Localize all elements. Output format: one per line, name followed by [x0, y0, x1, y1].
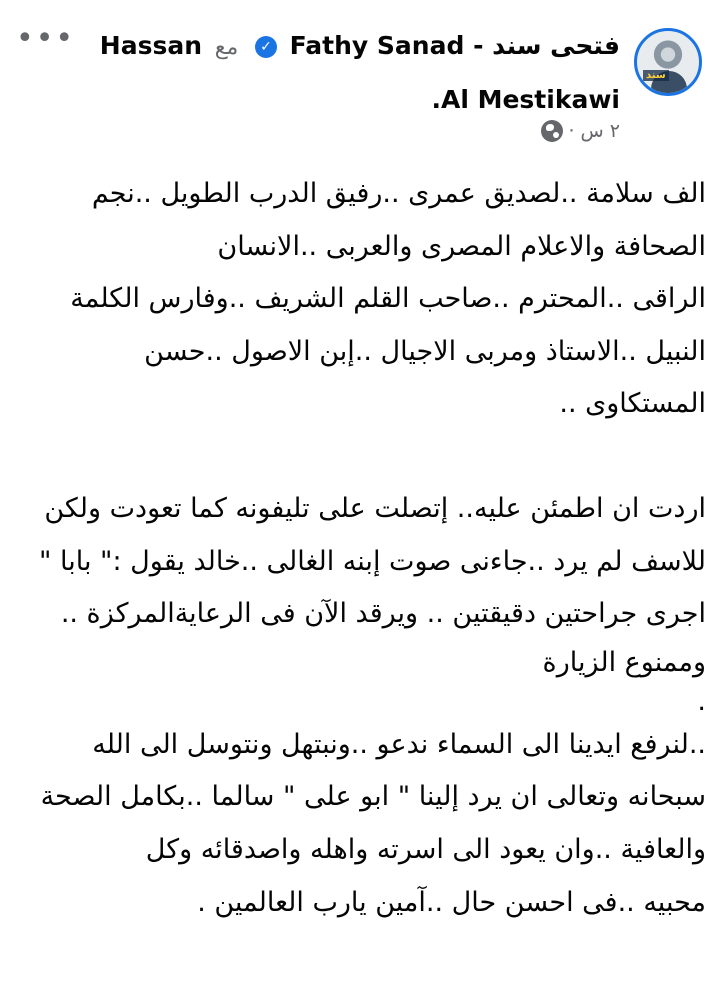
with-word: مع [214, 35, 239, 60]
name-dash: - [473, 31, 484, 60]
meta-separator: · [568, 120, 575, 142]
post-author-line [80, 20, 620, 126]
post-line: اردت ان اطمئن عليه.. إتصلت على تليفونه كما تعودت ولكن [44, 492, 706, 524]
post-line: الراقى ..المحترم ..صاحب القلم الشريف ..وفارس الكلمة [70, 283, 706, 315]
post-header [0, 20, 720, 150]
post-line: النبيل ..الاستاذ ومربى الاجيال ..إبن الاصول ..حسن [144, 335, 706, 367]
post-line: . [697, 685, 706, 717]
post-line: ..لنرفع ايدينا الى السماء ندعو ..ونبتهل ونتوسل الى الله [92, 728, 706, 760]
post-line: والعافية ..وان يعود الى اسرته واهله واصدقائه وكل [145, 833, 706, 865]
post-line: الف سلامة ..لصديق عمرى ..رفيق الدرب الطويل ..نجم [91, 178, 706, 209]
tagged-person-link[interactable]: Hassan Al Mestikawi [99, 31, 620, 114]
post-meta [541, 120, 621, 142]
post-blank-line [12, 431, 706, 483]
post-line: سبحانه وتعالى ان يرد إلينا " ابو على " سالما ..بكامل الصحة [40, 781, 706, 813]
avatar-logo-text: سند [643, 70, 669, 81]
more-options-icon[interactable]: ••• [16, 21, 76, 56]
post-line: الصحافة والاعلام المصرى والعربى ..الانسان [217, 230, 706, 262]
author-name-arabic[interactable]: فتحى سند [492, 31, 620, 60]
post-line: المستكاوى .. [559, 388, 706, 420]
author-avatar[interactable] [634, 28, 702, 96]
verified-badge-icon: ✓ [255, 36, 277, 58]
post-line: للاسف لم يرد ..جاءنى صوت إبنه الغالى ..خالد يقول :" بابا " [38, 545, 706, 577]
post-time[interactable]: ٢ س [580, 120, 620, 142]
post-body [12, 168, 706, 929]
author-name-latin[interactable]: Fathy Sanad [289, 31, 465, 60]
post-line: وممنوع الزيارة [542, 646, 706, 678]
post-line: اجرى جراحتين دقيقتين .. ويرقد الآن فى الرعايةالمركزة .. [60, 598, 706, 630]
post-line: محبيه ..فى احسن حال ..آمين يارب العالمين . [197, 886, 706, 918]
globe-icon[interactable] [541, 120, 563, 142]
tagged-suffix: . [431, 85, 441, 114]
